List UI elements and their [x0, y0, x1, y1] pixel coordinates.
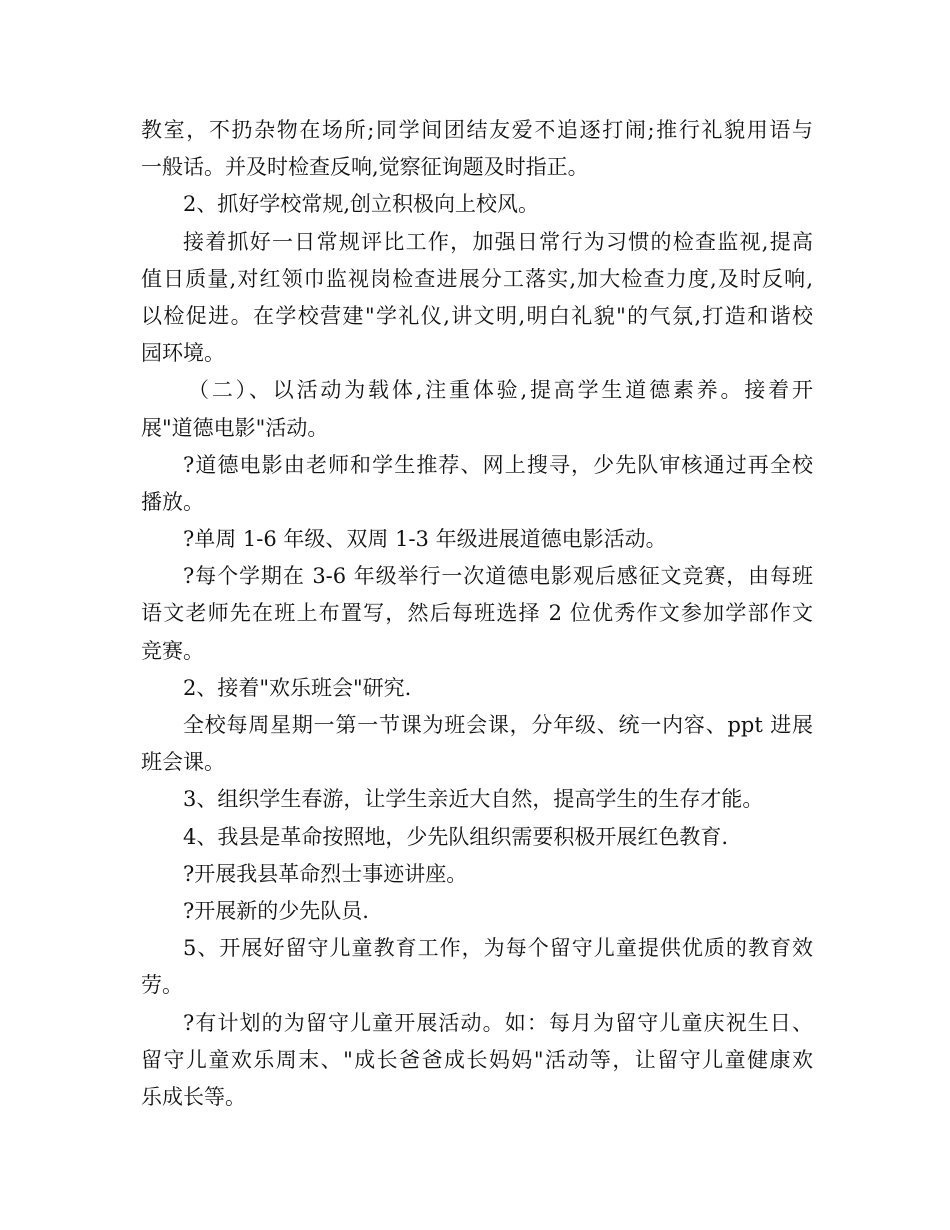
bullet-item: ?单周 1-6 年级、双周 1-3 年级进展道德电影活动。	[183, 527, 667, 552]
bullet-item: ?道德电影由老师和学生推荐、网上搜寻，少先队审核通过再全校	[183, 452, 813, 477]
bullet-item: ?每个学期在 3-6 年级举行一次道德电影观后感征文竞赛，由每班	[183, 564, 813, 589]
text-line: 值日质量,对红领巾监视岗检查进展分工落实,加大检查力度,及时反响,	[141, 266, 813, 291]
bullet-item: ?开展新的少先队员.	[183, 898, 369, 923]
text-line: 教室，不扔杂物在场所;同学间团结友爱不追逐打闹;推行礼貌用语与	[141, 118, 813, 142]
document-body	[141, 112, 813, 1116]
text-line: 劳。	[141, 973, 183, 998]
text-line: 乐成长等。	[141, 1084, 246, 1109]
section-heading: 2、接着"欢乐班会"研究.	[183, 675, 412, 700]
bullet-item: ?有计划的为留守儿童开展活动。如：每月为留守儿童庆祝生日、	[183, 1010, 813, 1035]
bullet-item: ?开展我县革命烈士事迹讲座。	[183, 861, 468, 886]
text-line: 一般话。并及时检查反响,觉察征询题及时指正。	[141, 155, 589, 180]
text-line: 播放。	[141, 489, 204, 514]
text-line: 以检促进。在学校营建"学礼仪,讲文明,明白礼貌"的气氛,打造和谐校	[141, 303, 813, 328]
section-heading: 2、抓好学校常规,创立积极向上校风。	[183, 192, 540, 217]
section-heading: 4、我县是革命按照地，少先队组织需要积极开展红色教育.	[183, 824, 729, 849]
text-line: 竞赛。	[141, 638, 204, 663]
text-line: 园环境。	[141, 341, 225, 366]
text-line: 留守儿童欢乐周末、"成长爸爸成长妈妈"活动等，让留守儿童健康欢	[141, 1047, 813, 1072]
text-line: 展"道德电影"活动。	[141, 415, 329, 440]
text-line: 接着抓好一日常规评比工作，加强日常行为习惯的检查监视,提高	[183, 229, 813, 254]
section-heading: 3、组织学生春游，让学生亲近大自然，提高学生的生存才能。	[183, 787, 764, 812]
text-line: 班会课。	[141, 750, 225, 775]
section-heading: （二）、以活动为载体,注重体验,提高学生道德素养。接着开	[188, 378, 813, 403]
text-line: 语文老师先在班上布置写，然后每班选择 2 位优秀作文参加学部作文	[141, 601, 813, 626]
section-heading: 5、开展好留守儿童教育工作，为每个留守儿童提供优质的教育效	[183, 936, 813, 961]
text-line: 全校每周星期一第一节课为班会课，分年级、统一内容、ppt 进展	[183, 713, 813, 737]
